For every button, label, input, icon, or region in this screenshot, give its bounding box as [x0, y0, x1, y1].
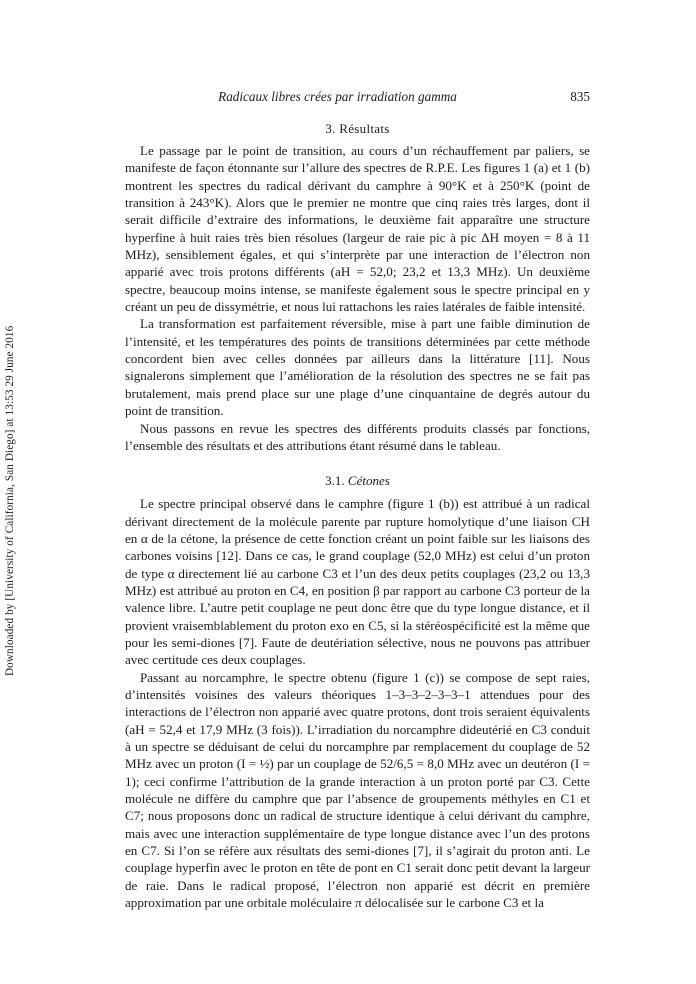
- running-title: Radicaux libres crées par irradiation gamma: [218, 89, 457, 104]
- subsection-title: Cétones: [347, 473, 390, 489]
- paragraph-1: Le passage par le point de transition, au cours d’un réchauffement par paliers, se manifeste de façon étonnante sur l’allure des spectres de R.P.E. Les figures 1 (a) et 1 (b) montrent les spectres du radical dérivant du camphre à 90°K et à 250°K (point de transition à 243°K). Alors que le premier ne montre que cinq raies très larges, dont il serait difficile d’extraire des informations, le deuxième fait apparaître une structure hyperfine à huit raies très bien résolues (largeur de raie pic à pic ΔH moyen = 8 à 11 MHz), sensiblement égales, et qui s’interprète par une interaction de l’électron non apparié avec trois protons différents (aH = 52,0; 23,2 et 13,3 MHz). Un deuxième spectre, beaucoup moins intense, se manifeste également sous le spectre principal en y créant un peu de dissymétrie, et nous lui rattachons les raies latérales de faible intensité.: [125, 143, 590, 315]
- subsection-number: 3.1.: [325, 473, 345, 489]
- page-number: 835: [570, 89, 590, 104]
- section-heading-resultats: 3. Résultats: [325, 121, 390, 136]
- paragraph-2: La transformation est parfaitement réversible, mise à part une faible diminution de l’intensité, et les températures des points de transitions déterminées par cette méthode concordent bien avec celles données par ailleurs dans la littérature [11]. Nous signalerons simplement que l’amélioration de la résolution des spectres ne se fait pas brutalement, mais prend place sur une plage d’une cinquantaine de degrés autour du point de transition.: [125, 316, 590, 419]
- download-watermark: Downloaded by [University of California, San Diego] at 13:53 29 June 2016: [4, 325, 16, 676]
- subsection-heading-cetones: [125, 473, 590, 489]
- page-header: [125, 89, 590, 107]
- page-body: [125, 89, 590, 911]
- paragraph-5: Passant au norcamphre, le spectre obtenu (figure 1 (c)) se compose de sept raies, d’intensités voisines des valeurs théoriques 1–3–3–2–3–3–1 attendues pour des interactions de l’électron non apparié avec quatre protons, dont trois seraient équivalents (aH = 52,4 et 17,9 MHz (3 fois)). L’irradiation du norcamphre dideutérié en C3 conduit à un spectre se déduisant de celui du norcamphre par remplacement du couplage de 52 MHz avec un proton (I = ½) par un couplage de 52/6,5 = 8,0 MHz avec un deutéron (I = 1); ceci confirme l’attribution de la grande interaction à un proton porté par C3. Cette molécule ne diffère du camphre que par l’absence de groupements méthyles en C1 et C7; nous proposons donc un radical de structure identique à celui dérivant du camphre, mais avec une interaction supplémentaire de type longue distance avec l’un des protons en C7. Si l’on se réfère aux résultats des semi-diones [7], il s’agirait du proton anti. Le couplage hyperfin avec le proton en tête de pont en C1 serait donc petit devant la largeur de raie. Dans le radical proposé, l’électron non apparié est décrit en première approximation par une orbitale moléculaire π délocalisée sur le carbone C3 et la: [125, 669, 590, 911]
- paragraph-4: Le spectre principal observé dans le camphre (figure 1 (b)) est attribué à un radical dérivant directement de la molécule parente par rupture homolytique d’une liaison CH en α de la cétone, la présence de cette fonction créant un point faible sur les liaisons des carbones voisins [12]. Dans ce cas, le grand couplage (52,0 MHz) est celui d’un proton de type α directement lié au carbone C3 et l’un des deux petits couplages (23,2 ou 13,3 MHz) est attribué au proton en C4, en position β par rapport au carbone C3 porteur de la valence libre. L’autre petit couplage ne peut donc être que du type longue distance, et il provient vraisemblablement du proton exo en C5, si la stéréospécificité est la même que pour les semi-diones [7]. Faute de deutériation sélective, nous ne pouvons pas attribuer avec certitude ces deux couplages.: [125, 496, 590, 668]
- paragraph-3: Nous passons en revue les spectres des différents produits classés par fonctions, l’ensemble des résultats et des attributions étant résumé dans le tableau.: [125, 420, 590, 453]
